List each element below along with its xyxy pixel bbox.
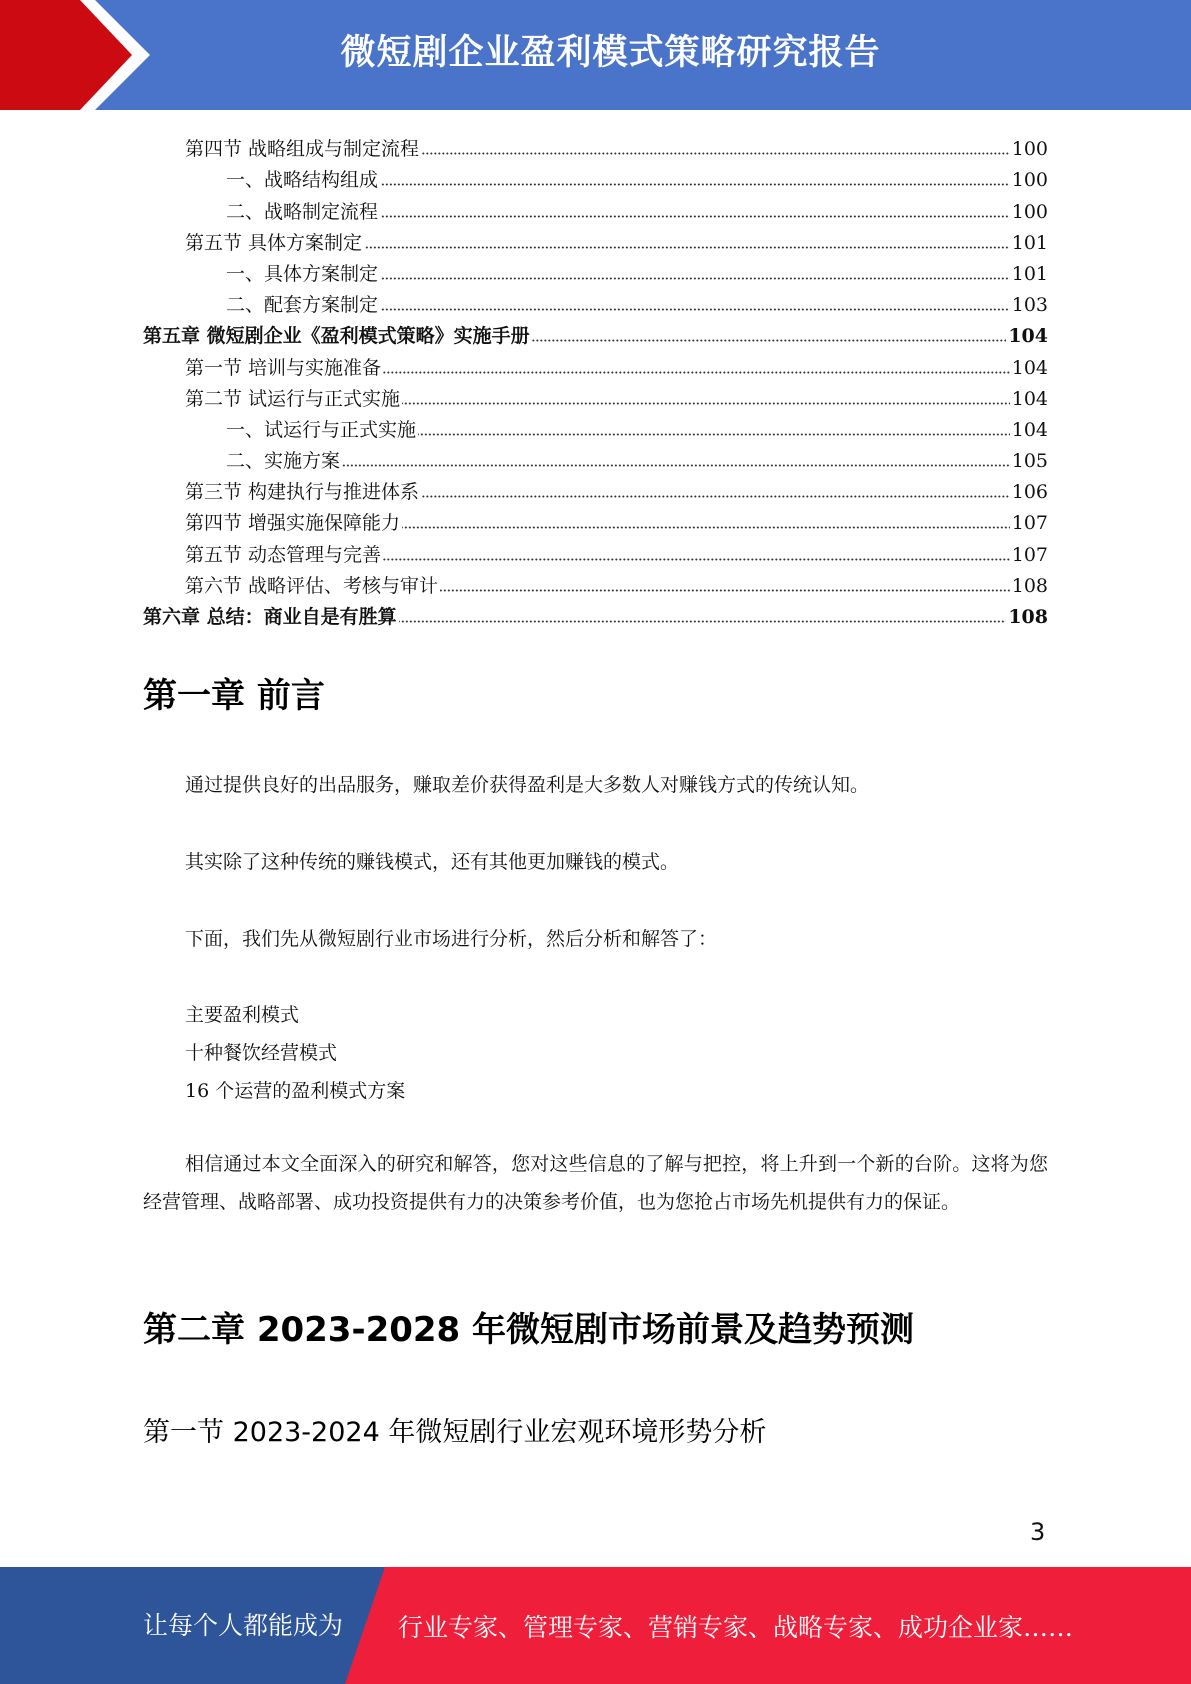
footer-slogan-right: 行业专家、管理专家、营销专家、战略专家、成功企业家…… xyxy=(398,1613,1074,1642)
toc-entry-page: 100 xyxy=(1011,138,1048,161)
toc-entry-title: 第四节 战略组成与制定流程 xyxy=(185,138,420,161)
toc-entry-title: 第五章 微短剧企业《盈利模式策略》实施手册 xyxy=(143,325,530,348)
chapter-1-paragraph-4: 相信通过本文全面深入的研究和解答，您对这些信息的了解与把控，将上升到一个新的台阶。这将为您经营管理、战略部署、成功投资提供有力的决策参考价值，也为您抢占市场先机提供有力的保证。 xyxy=(143,1153,1048,1213)
toc-entry-title: 第三节 构建执行与推进体系 xyxy=(185,481,420,504)
toc-entry[interactable] xyxy=(143,471,1048,502)
toc-leader-dots xyxy=(380,308,1010,311)
toc-entry[interactable] xyxy=(143,159,1048,190)
toc-entry-title: 二、战略制定流程 xyxy=(226,200,379,223)
toc-entry-page: 101 xyxy=(1011,231,1048,254)
toc-leader-dots xyxy=(532,339,1007,342)
toc-entry[interactable] xyxy=(143,502,1048,533)
toc-entry-page: 107 xyxy=(1011,512,1048,535)
toc-entry[interactable] xyxy=(143,409,1048,440)
toc-entry[interactable] xyxy=(143,128,1048,159)
toc-leader-dots xyxy=(421,495,1010,498)
chapter-1-paragraph-1: 通过提供良好的出品服务，赚取差价获得盈利是大多数人对赚钱方式的传统认知。 xyxy=(185,774,870,796)
table-of-contents xyxy=(143,128,1048,627)
toc-entry-title: 一、试运行与正式实施 xyxy=(226,418,417,441)
toc-entry[interactable] xyxy=(143,565,1048,596)
toc-entry-title: 第一节 培训与实施准备 xyxy=(185,356,382,379)
toc-entry[interactable] xyxy=(143,315,1048,346)
toc-entry[interactable] xyxy=(143,190,1048,221)
toc-entry-title: 一、具体方案制定 xyxy=(226,262,379,285)
toc-entry-page: 104 xyxy=(1011,418,1048,441)
toc-entry-page: 101 xyxy=(1011,262,1048,285)
page-header xyxy=(0,0,1191,110)
toc-entry[interactable] xyxy=(143,284,1048,315)
header-title: 微短剧企业盈利模式策略研究报告 xyxy=(340,33,881,73)
toc-entry-page: 104 xyxy=(1008,325,1048,348)
toc-entry-title: 第五节 具体方案制定 xyxy=(185,231,363,254)
toc-entry-title: 第五节 动态管理与完善 xyxy=(185,543,382,566)
toc-entry-page: 108 xyxy=(1011,574,1048,597)
list-item: 十种餐饮经营模式 xyxy=(185,1042,338,1064)
toc-entry[interactable] xyxy=(143,378,1048,409)
toc-entry[interactable] xyxy=(143,440,1048,471)
toc-entry-page: 104 xyxy=(1011,356,1048,379)
toc-entry[interactable] xyxy=(143,222,1048,253)
page-footer xyxy=(0,1567,1191,1684)
toc-entry-title: 一、战略结构组成 xyxy=(226,169,379,192)
chapter-2-heading: 第二章 2023-2028 年微短剧市场前景及趋势预测 xyxy=(143,1310,915,1350)
toc-entry-page: 104 xyxy=(1011,387,1048,410)
section-1-heading: 第一节 2023-2024 年微短剧行业宏观环境形势分析 xyxy=(143,1417,767,1448)
toc-leader-dots xyxy=(418,433,1010,436)
toc-entry-page: 105 xyxy=(1011,450,1048,473)
toc-entry-title: 二、配套方案制定 xyxy=(226,294,379,317)
toc-leader-dots xyxy=(402,402,1010,405)
chapter-1-paragraph-3: 下面，我们先从微短剧行业市场进行分析，然后分析和解答了： xyxy=(185,928,718,950)
toc-entry[interactable] xyxy=(143,253,1048,284)
toc-entry[interactable] xyxy=(143,346,1048,377)
toc-leader-dots xyxy=(364,246,1010,249)
toc-entry-page: 107 xyxy=(1011,543,1048,566)
toc-entry-page: 100 xyxy=(1011,200,1048,223)
page-number: 3 xyxy=(1030,1518,1046,1546)
toc-leader-dots xyxy=(440,589,1010,592)
toc-entry[interactable] xyxy=(143,596,1048,627)
toc-entry-title: 第六节 战略评估、考核与审计 xyxy=(185,574,439,597)
toc-entry-page: 103 xyxy=(1011,294,1048,317)
toc-entry-title: 二、实施方案 xyxy=(226,450,341,473)
toc-entry-page: 100 xyxy=(1011,169,1048,192)
toc-leader-dots xyxy=(342,464,1010,467)
chapter-1-paragraph-2: 其实除了这种传统的赚钱模式，还有其他更加赚钱的模式。 xyxy=(185,851,680,873)
toc-entry[interactable] xyxy=(143,533,1048,564)
toc-leader-dots xyxy=(380,215,1010,218)
toc-leader-dots xyxy=(383,558,1010,561)
toc-entry-title: 第四节 增强实施保障能力 xyxy=(185,512,401,535)
footer-slogan-left: 让每个人都能成为 xyxy=(143,1611,344,1640)
toc-entry-title: 第二节 试运行与正式实施 xyxy=(185,387,401,410)
list-item: 主要盈利模式 xyxy=(185,1004,300,1026)
toc-leader-dots xyxy=(402,526,1010,529)
chapter-1-heading: 第一章 前言 xyxy=(143,676,325,716)
toc-leader-dots xyxy=(380,277,1010,280)
list-item: 16 个运营的盈利模式方案 xyxy=(185,1080,406,1102)
toc-leader-dots xyxy=(421,152,1010,155)
toc-entry-title: 第六章 总结：商业自是有胜算 xyxy=(143,606,397,628)
toc-entry-page: 108 xyxy=(1008,606,1048,628)
toc-entry-page: 106 xyxy=(1011,481,1048,504)
toc-leader-dots xyxy=(399,620,1007,623)
toc-leader-dots xyxy=(383,371,1010,374)
toc-leader-dots xyxy=(380,183,1010,186)
